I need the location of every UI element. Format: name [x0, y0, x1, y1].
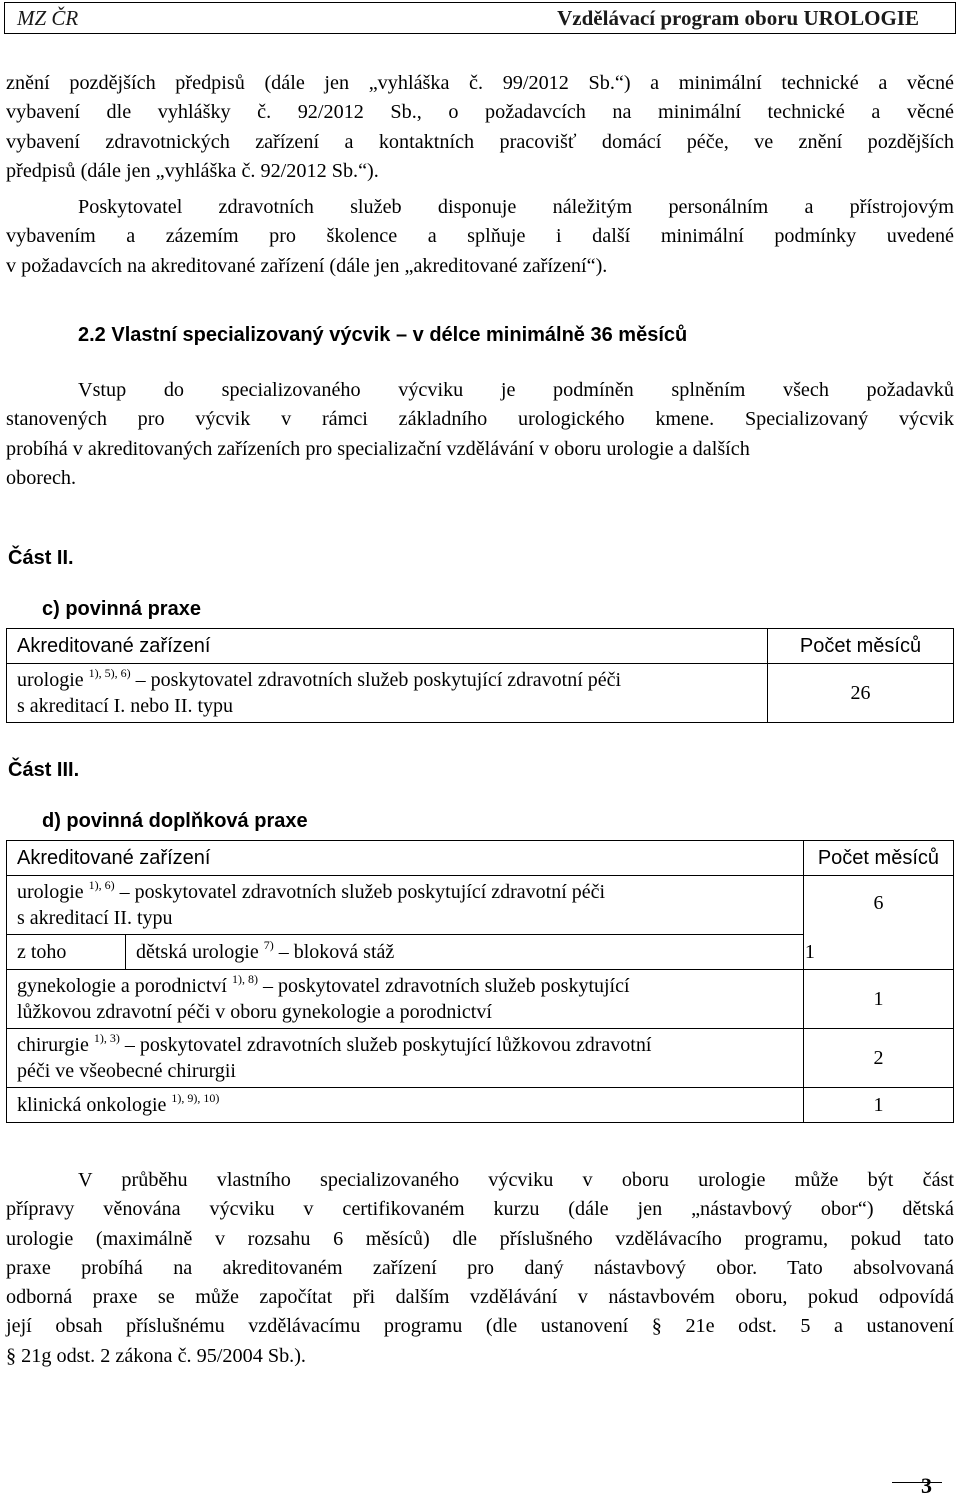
facility-description-cont: s akreditací II. typu [17, 907, 173, 929]
footnote-ref: 1), 8) [231, 972, 258, 986]
table-row [7, 1088, 954, 1123]
text-line: probíhá v akreditovaných zařízeních pro specializační vzdělávání v oboru urologie a dalších [6, 437, 750, 460]
part2-title: Část II. [8, 547, 74, 569]
footnote-ref: 1), 6) [88, 878, 115, 892]
footnote-ref: 1), 9), 10) [171, 1090, 220, 1105]
part2-subtitle: c) povinná praxe [42, 598, 201, 620]
page-header [4, 2, 956, 34]
header-left: MZ ČR [17, 6, 79, 30]
text-line: znění pozdějších předpisů (dále jen „vyhláška č. 99/2012 Sb.“) a minimální technické a věcné [6, 72, 954, 94]
table-row [7, 1029, 954, 1088]
text-line: Poskytovatel zdravotních služeb disponuje náležitým personálním a přístrojovým [78, 196, 954, 218]
text-line: odborná praxe se může započítat při dalším vzdělávání v nástavbovém oboru, pokud odpovídá [6, 1286, 954, 1309]
months-value-sub: 1 [804, 941, 815, 963]
table-header-facility: Akreditované zařízení [7, 629, 768, 664]
table-header-row [7, 629, 954, 664]
footnote-ref: 7) [263, 937, 274, 952]
text-line: V průběhu vlastního specializovaného výcviku v oboru urologie může být část [78, 1169, 954, 1191]
months-value: 2 [803, 1029, 953, 1088]
table-cell-facility [7, 876, 804, 935]
facility-description: – poskytovatel zdravotních služeb poskytující zdravotní péči [119, 881, 606, 903]
table-header-months: Počet měsíců [768, 629, 954, 664]
facility-description: – poskytovatel zdravotních služeb poskytující zdravotní péči [135, 669, 622, 691]
page-number-text: 3 [921, 1473, 932, 1498]
facility-description-cont: péči ve všeobecné chirurgii [17, 1060, 236, 1082]
section-heading: 2.2 Vlastní specializovaný výcvik – v délce minimálně 36 měsíců [78, 324, 688, 346]
text-line: její obsah příslušnému vzdělávacímu programu (dle ustanovení § 21e odst. 5 a ustanovení [6, 1315, 954, 1338]
text-line: přípravy věnována výcviku v certifikovaném kurzu (dále jen „nástavbový obor“) dětská [6, 1198, 954, 1221]
table-cell-facility [7, 1029, 804, 1088]
table-cell-facility [126, 935, 815, 970]
paragraph-entry [6, 376, 954, 493]
months-value: 1 [803, 970, 953, 1029]
part3-subtitle: d) povinná doplňková praxe [42, 810, 308, 832]
text-line: stanovených pro výcvik v rámci základního urologického kmene. Specializovaný výcvik [6, 408, 954, 431]
months-value: 26 [768, 664, 954, 723]
table-row [7, 664, 954, 723]
table-cell-facility [7, 1088, 804, 1123]
table-header-facility: Akreditované zařízení [7, 841, 804, 876]
intro-paragraph [6, 69, 954, 186]
text-line: předpisů (dále jen „vyhláška č. 92/2012 Sb.“). [6, 159, 379, 182]
facility-description: – bloková stáž [278, 940, 395, 963]
table-header-months: Počet měsíců [803, 841, 953, 876]
table-row [7, 876, 954, 935]
facility-description-cont: s akreditací I. nebo II. typu [17, 695, 234, 717]
facility-name: urologie [17, 669, 84, 691]
text-line: vybavení zdravotnických zařízení a kontaktních pracovišť domácí péče, ve znění pozdějších [6, 130, 954, 153]
facility-name: urologie [17, 881, 84, 903]
text-line: § 21g odst. 2 zákona č. 95/2004 Sb.). [6, 1344, 306, 1367]
part3-title: Část III. [8, 759, 80, 781]
facility-description: – poskytovatel zdravotních služeb poskytující [262, 975, 630, 997]
paragraph-training-course [6, 1166, 954, 1371]
table-cell-ztoho: z toho [7, 935, 126, 970]
text-line: vybavení dle vyhlášky č. 92/2012 Sb., o požadavcích na minimální technické a věcné [6, 101, 954, 124]
table-header-row [7, 841, 954, 876]
facility-description-cont: lůžkovou zdravotní péči v oboru gynekologie a porodnictví [17, 1001, 492, 1023]
mandatory-practice-table [6, 628, 954, 723]
header-right: Vzdělávací program oboru UROLOGIE [557, 6, 919, 30]
paragraph-provider [6, 193, 954, 281]
facility-description: – poskytovatel zdravotních služeb poskytující lůžkovou zdravotní [124, 1034, 652, 1056]
table-cell-facility [7, 664, 768, 723]
footnote-ref: 1), 5), 6) [88, 666, 131, 680]
facility-name: dětská urologie [136, 940, 259, 963]
text-line: urologie (maximálně v rozsahu 6 měsíců) dle příslušného vzdělávacího programu, pokud tato [6, 1227, 954, 1250]
text-line: praxe probíhá na akreditovaném zařízení pro daný nástavbový obor. Tato absolvovaná [6, 1256, 954, 1279]
page-number [892, 1473, 942, 1510]
months-value: 6 [803, 876, 953, 970]
table-row [7, 970, 954, 1029]
supplementary-practice-table [6, 840, 954, 1123]
table-cell-facility [7, 970, 804, 1029]
text-line: v požadavcích na akreditované zařízení (dále jen „akreditované zařízení“). [6, 254, 608, 277]
text-line: vybavením a zázemím pro školence a splňuje i další minimální podmínky uvedené [6, 225, 954, 248]
facility-name: klinická onkologie [17, 1093, 167, 1116]
months-value: 1 [803, 1088, 953, 1123]
text-line: oborech. [6, 466, 77, 489]
facility-name: chirurgie [17, 1034, 89, 1056]
footnote-ref: 1), 3) [93, 1031, 120, 1045]
facility-name: gynekologie a porodnictví [17, 975, 227, 997]
text-line: Vstup do specializovaného výcviku je podmíněn splněním všech požadavků [78, 379, 954, 401]
